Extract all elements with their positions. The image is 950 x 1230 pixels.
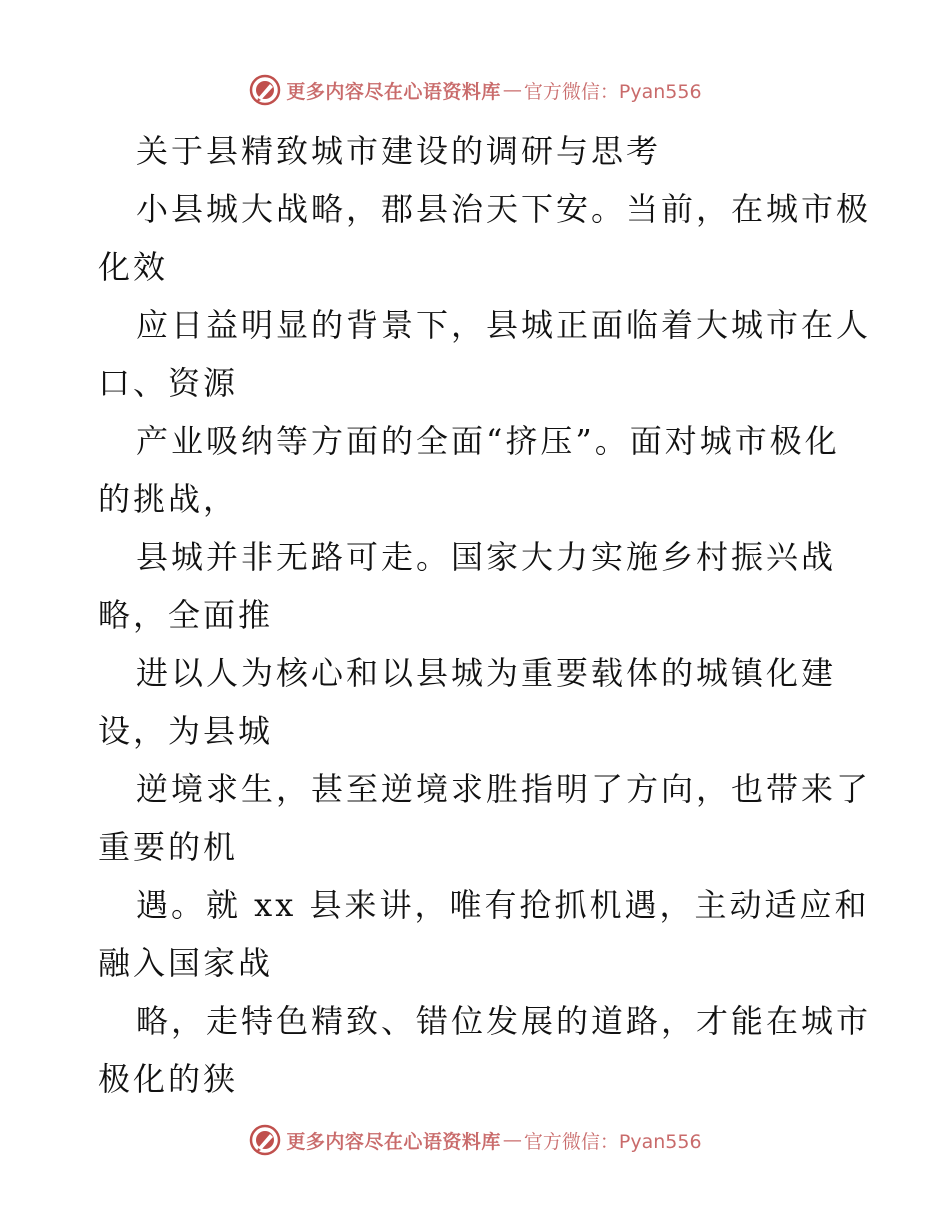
text-line: 极化的狭: [98, 1060, 239, 1098]
banner-wechat: 官方微信：Pyan556: [523, 1130, 702, 1153]
text-line: 化效: [98, 248, 169, 286]
header-banner: [0, 70, 950, 110]
banner-dash: —: [502, 1129, 522, 1151]
text-line: 应日益明显的背景下，县城正面临着大城市在人: [136, 306, 872, 344]
text-line: 遇。就 xx 县来讲，唯有抢抓机遇，主动适应和: [136, 886, 870, 924]
pen-logo-icon: [248, 73, 282, 107]
banner-dash: —: [502, 79, 522, 101]
pen-logo-icon: [248, 1123, 282, 1157]
banner-title: 更多内容尽在心语资料库: [286, 1130, 501, 1153]
text-line: 设，为县城: [98, 712, 274, 750]
banner-wechat: 官方微信：Pyan556: [523, 80, 702, 103]
document-title: 关于县精致城市建设的调研与思考: [136, 132, 662, 170]
text-line: 产业吸纳等方面的全面“挤压”。面对城市极化: [136, 422, 840, 460]
text-line: 口、资源: [98, 364, 239, 402]
text-line: 小县城大战略，郡县治天下安。当前，在城市极: [136, 190, 872, 228]
document-body: [98, 122, 872, 1108]
text-line: 逆境求生，甚至逆境求胜指明了方向，也带来了: [136, 770, 872, 808]
text-line: 进以人为核心和以县城为重要载体的城镇化建: [136, 654, 837, 692]
text-line: 县城并非无路可走。国家大力实施乡村振兴战: [136, 538, 837, 576]
footer-banner: [0, 1120, 950, 1160]
text-line: 略，全面推: [98, 596, 274, 634]
banner-title: 更多内容尽在心语资料库: [286, 80, 501, 103]
text-line: 重要的机: [98, 828, 239, 866]
text-line: 的挑战，: [98, 480, 239, 518]
text-line: 略，走特色精致、错位发展的道路，才能在城市: [136, 1002, 872, 1040]
text-line: 融入国家战: [98, 944, 274, 982]
